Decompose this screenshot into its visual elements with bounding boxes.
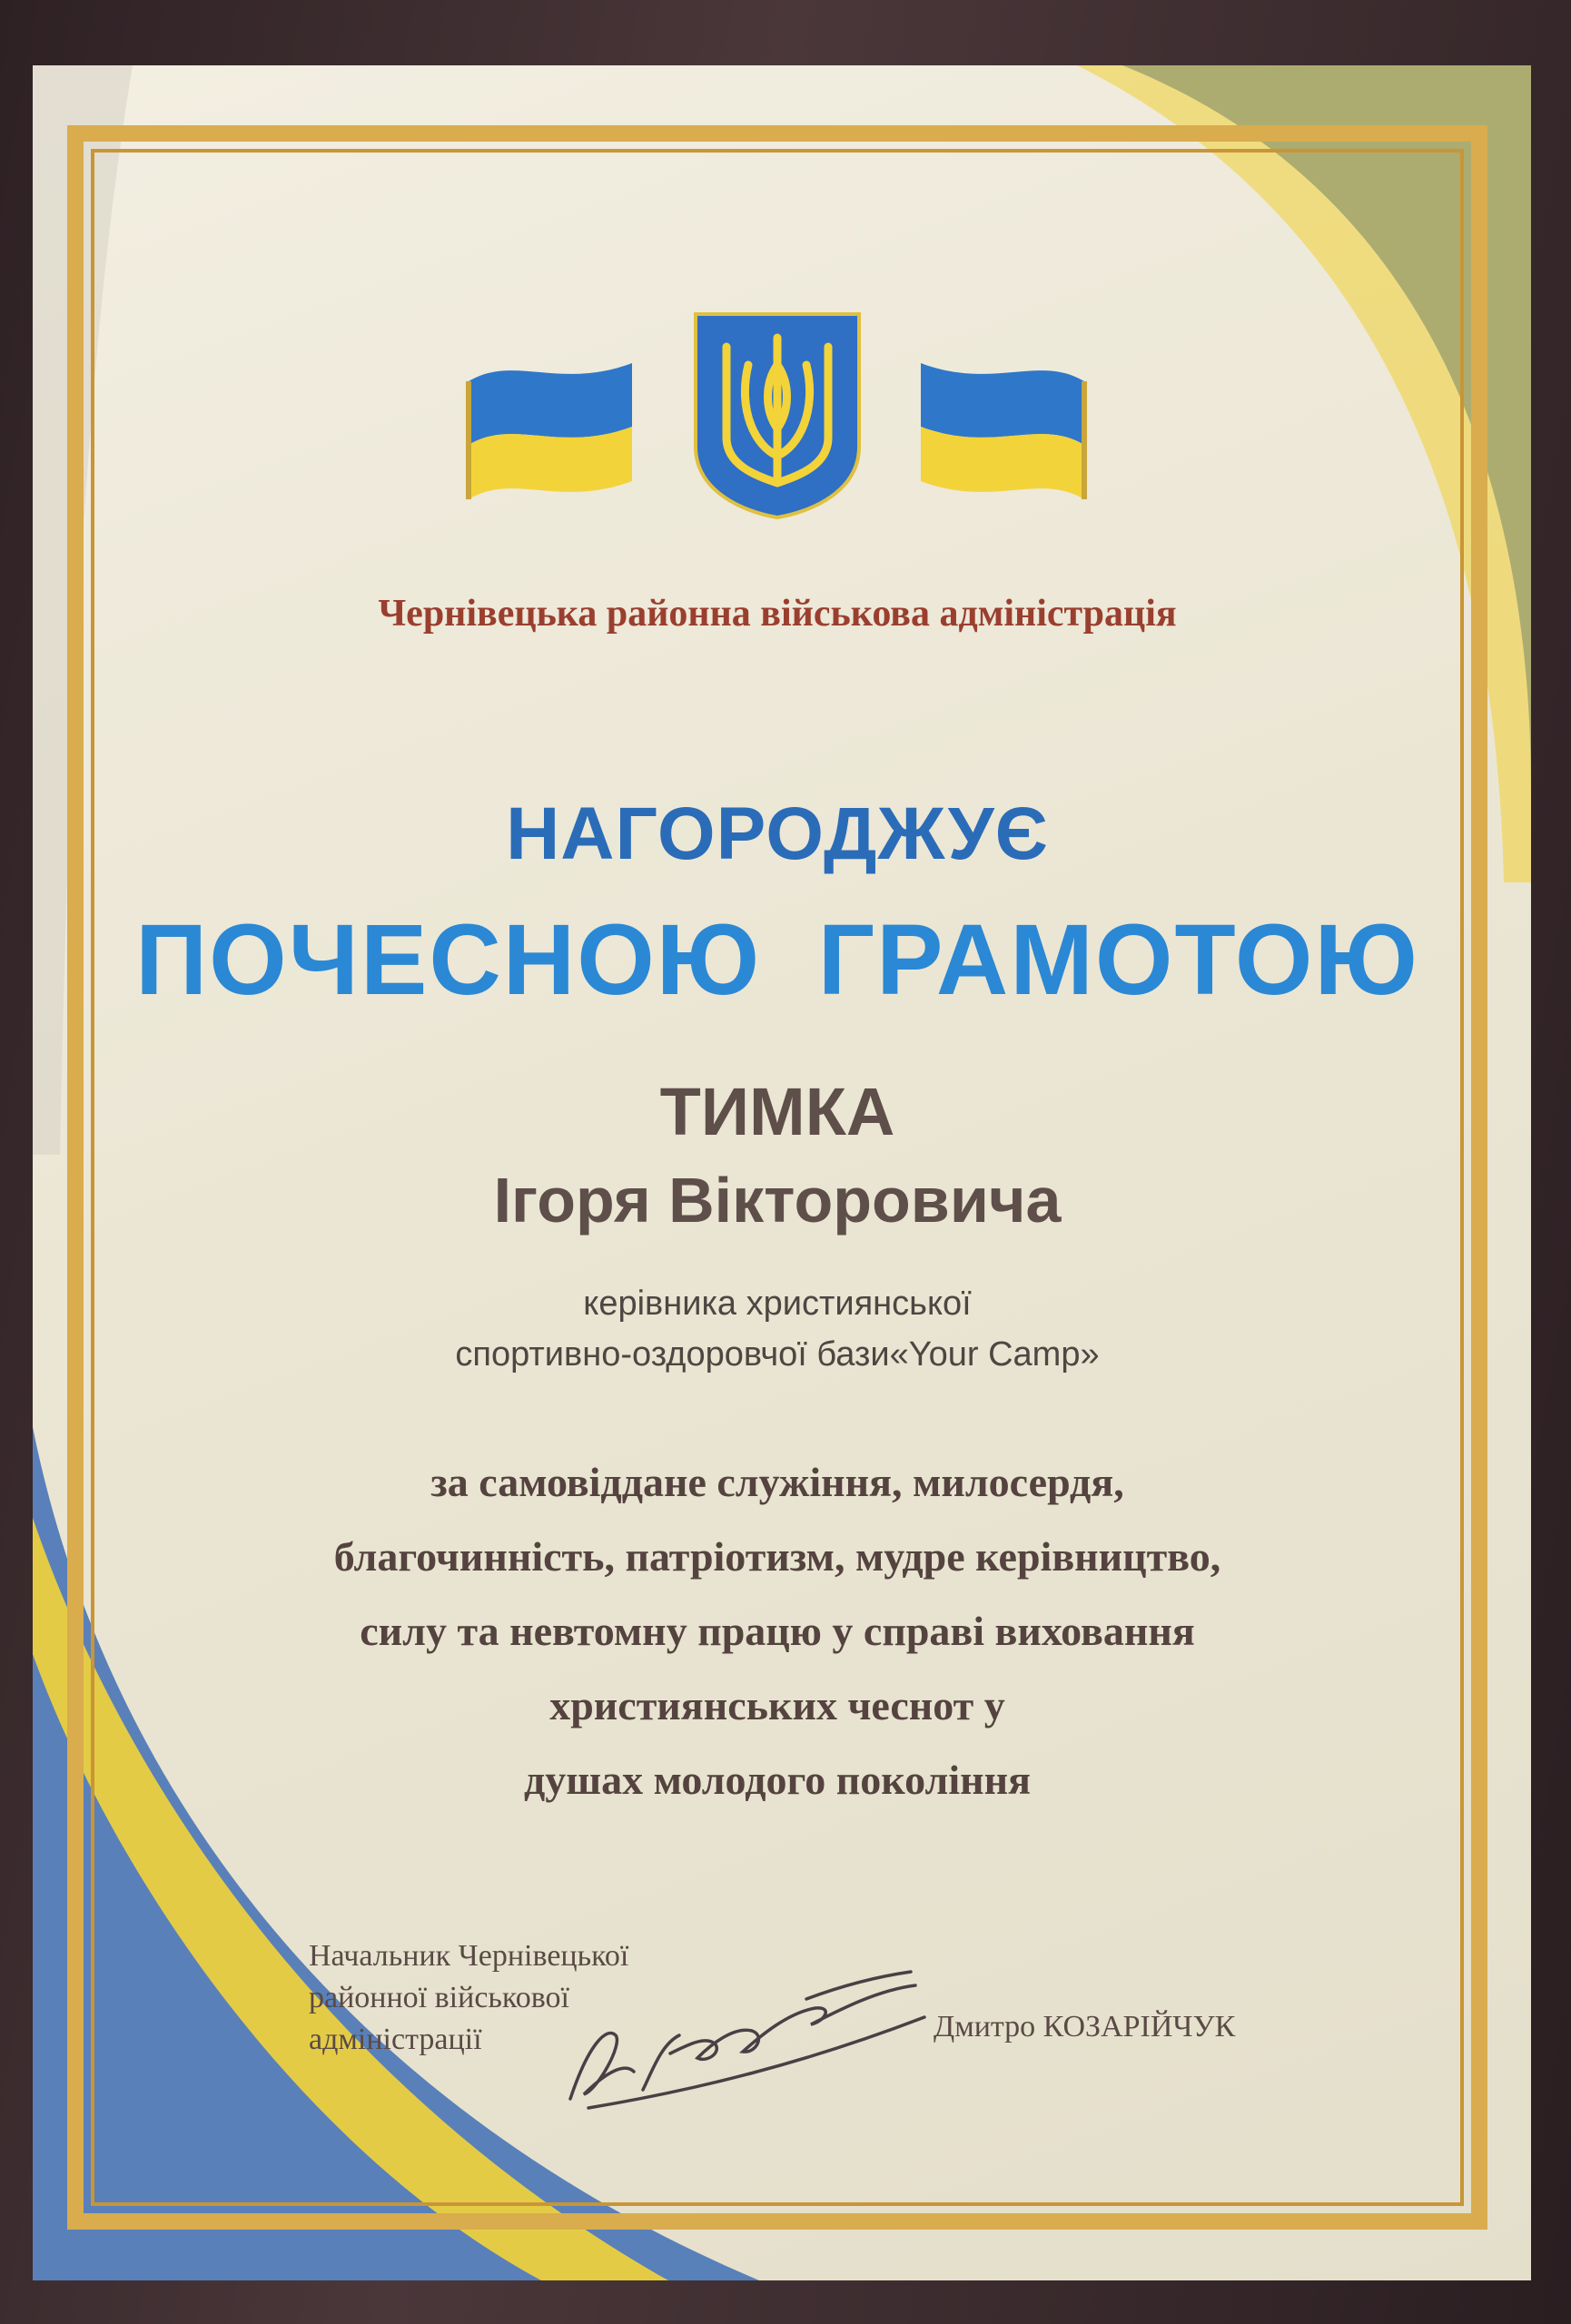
reason-line: християнських чеснот у — [549, 1682, 1005, 1728]
emblem-row — [98, 310, 1457, 519]
recipient-surname: ТИМКА — [659, 1074, 895, 1149]
signatory-title-line: Начальник Чернівецької — [309, 1939, 629, 1973]
handwritten-signature — [552, 1935, 934, 2117]
award-reason — [98, 1445, 1457, 1817]
position-line: керівника християнської — [583, 1285, 972, 1323]
signatory-name: Дмитро КОЗАРІЙЧУК — [934, 2010, 1236, 2043]
ukraine-flag-icon — [459, 354, 641, 499]
signatory-title-line: адміністрації — [309, 2023, 482, 2056]
recipient-position — [98, 1278, 1457, 1380]
reason-line: благочинність, патріотизм, мудре керівництво, — [333, 1533, 1221, 1580]
position-line: спортивно-оздоровчої бази«Your Camp» — [455, 1335, 1100, 1374]
tryzub-icon — [692, 310, 863, 519]
award-title: ПОЧЕСНОЮ ГРАМОТОЮ — [135, 904, 1419, 1016]
issuer-title: Чернівецька районна військова адміністрація — [378, 593, 1177, 635]
certificate-content — [98, 156, 1457, 2199]
ukraine-flag-icon — [912, 354, 1093, 499]
reason-line: за самовіддане служіння, милосердя, — [430, 1459, 1124, 1505]
reason-line: душах молодого покоління — [524, 1757, 1031, 1803]
certificate-sheet — [33, 65, 1531, 2280]
signatory-title-line: районної військової — [309, 1981, 569, 2014]
reason-line: силу та невтомну працю у справі виховання — [360, 1608, 1195, 1654]
awards-heading: НАГОРОДЖУЄ — [506, 793, 1049, 875]
recipient-name: Ігоря Вікторовича — [493, 1165, 1062, 1236]
